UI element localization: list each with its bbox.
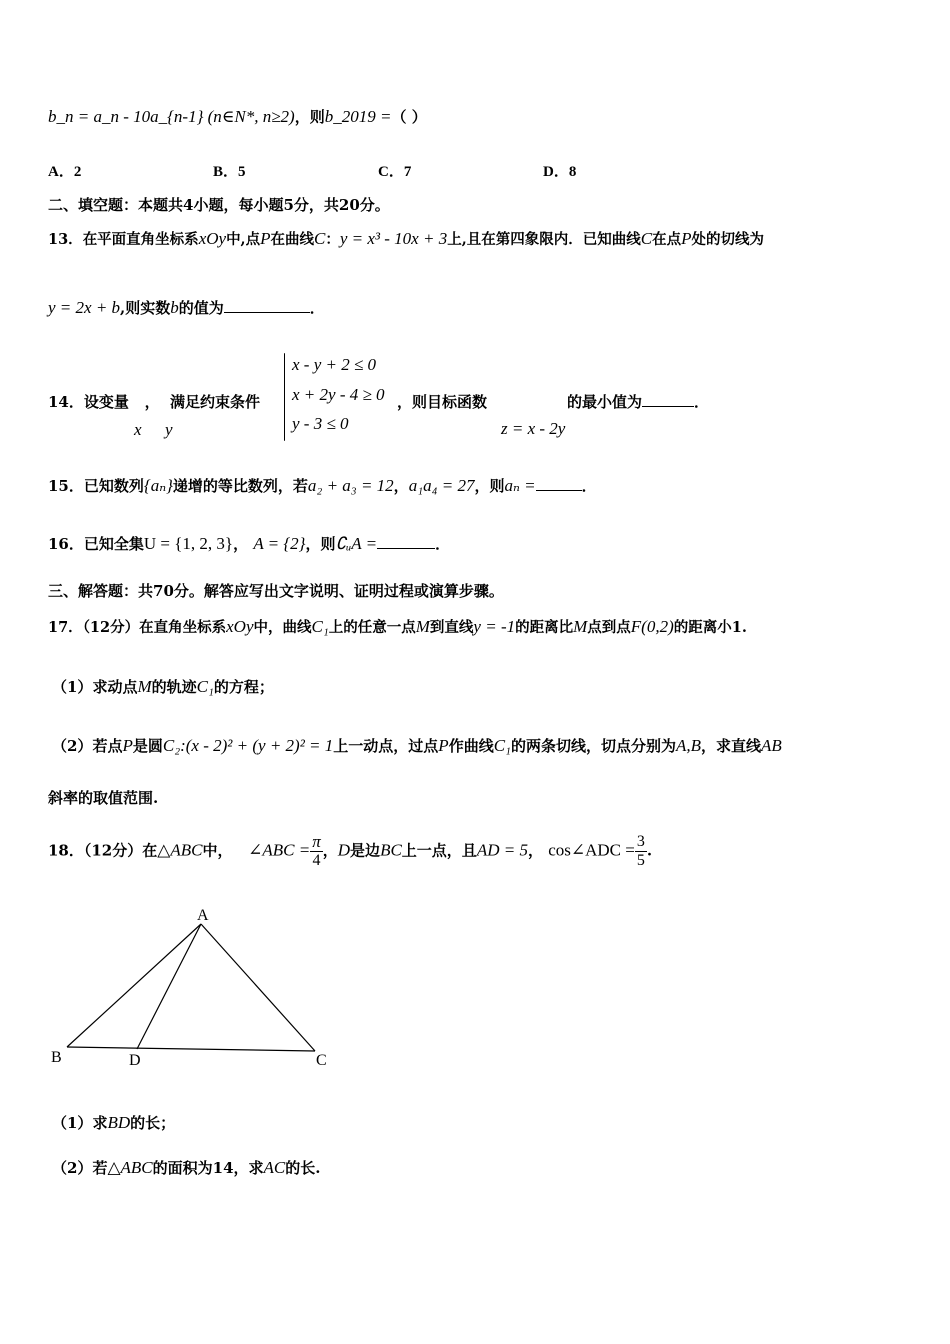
q15-line: 15．已知数列{aₙ}递增的等比数列，若a₂ + a₃ = 12，a₁a₄ = 27，则aₙ = ． [48, 476, 597, 495]
q13-tangent: y = 2x + b [48, 298, 121, 317]
q14-var-y: y [165, 420, 173, 439]
side-ab [67, 924, 201, 1047]
q17-line: 17．（12分）在直角坐标系xOy中，曲线C₁上的任意一点M到直线y = -1的距离比M点到点F(0,2)的距离小1. [48, 617, 747, 636]
q14-tail: ，则目标函数 的最小值为 ． [397, 393, 710, 411]
vertex-a-label: A [197, 907, 209, 924]
q18-part1: （1）求BD的长； [52, 1113, 176, 1132]
q18-line: 18．（12分）在△ABC中， ∠ABC = $\frac{\pi}{4}$ ，D是边BC上一点，且AD = 5， cos∠ADC = $\frac{3}{5}$ . [48, 832, 653, 869]
segment-ad [137, 924, 201, 1049]
section2-title: 二、填空题：本题共4小题，每小题5分，共20分。 [48, 196, 390, 214]
option-c: C．7 [378, 164, 412, 180]
q15-seq: {aₙ} [143, 476, 173, 495]
q13-line1: 13．在平面直角坐标系xOy中,点P在曲线C：y = x³ - 10x + 3上,且在第四象限内．已知曲线C在点P处的切线为 [48, 229, 764, 248]
section3-title: 三、解答题：共70分。解答应写出文字说明、证明过程或演算步骤。 [48, 582, 504, 600]
side-ac [201, 924, 315, 1051]
constraint-brace [284, 353, 285, 441]
answer-paren: （ ） [391, 108, 427, 126]
q14-var-x: x [134, 420, 142, 439]
formula-bn: b_n = a_n - 10a_{n-1} (n∈N*, n≥2) [48, 107, 295, 126]
option-b: B．5 [213, 164, 246, 180]
q15-answer-blank[interactable] [536, 476, 582, 491]
constraint-3: y - 3 ≤ 0 [292, 414, 349, 433]
q17-circle: C₂:(x - 2)² + (y + 2)² = 1 [162, 736, 334, 755]
vertex-b-label: B [51, 1049, 62, 1066]
q17-part2-cont: 斜率的取值范围. [48, 789, 159, 807]
pi-over-4: $\frac{\pi}{4}$ [312, 832, 321, 869]
q16-line: 16．已知全集U = {1, 2, 3}， A = {2}，则∁ᵤA = ． [48, 534, 451, 553]
vertex-c-label: C [316, 1052, 327, 1069]
option-d: D．8 [543, 164, 577, 180]
constraint-2: x + 2y - 4 ≥ 0 [292, 385, 385, 404]
q13-curve: y = x³ - 10x + 3 [339, 229, 448, 248]
top-formula-line: b_n = a_n - 10a_{n-1} (n∈N*, n≥2)，则b_2019 =（ ） [48, 107, 427, 126]
q17-part2: （2）若点P是圆C₂:(x - 2)² + (y + 2)² = 1上一动点，过点P作曲线C₁的两条切线，切点分别为A,B，求直线AB [52, 736, 782, 755]
three-fifths: $\frac{3}{5}$ [636, 833, 645, 869]
q16-answer-blank[interactable] [377, 534, 435, 549]
q14-line: 14．设变量 ， 满足约束条件 [48, 393, 261, 411]
constraint-1: x - y + 2 ≤ 0 [292, 355, 377, 374]
side-bc [67, 1047, 315, 1051]
option-a: A．2 [48, 164, 82, 180]
q17-part1: （1）求动点M的轨迹C₁的方程； [52, 677, 274, 696]
q13-line2: y = 2x + b,则实数b的值为 ． [48, 298, 325, 317]
formula-b2019: b_2019 = [324, 107, 392, 126]
vertex-d-label: D [129, 1052, 141, 1069]
q14-objective: z = x - 2y [501, 419, 566, 438]
q14-answer-blank[interactable] [642, 392, 694, 407]
q13-answer-blank[interactable] [224, 298, 310, 313]
q18-part2: （2）若△ABC的面积为14，求AC的长. [52, 1158, 321, 1177]
triangle-figure [40, 900, 340, 1080]
